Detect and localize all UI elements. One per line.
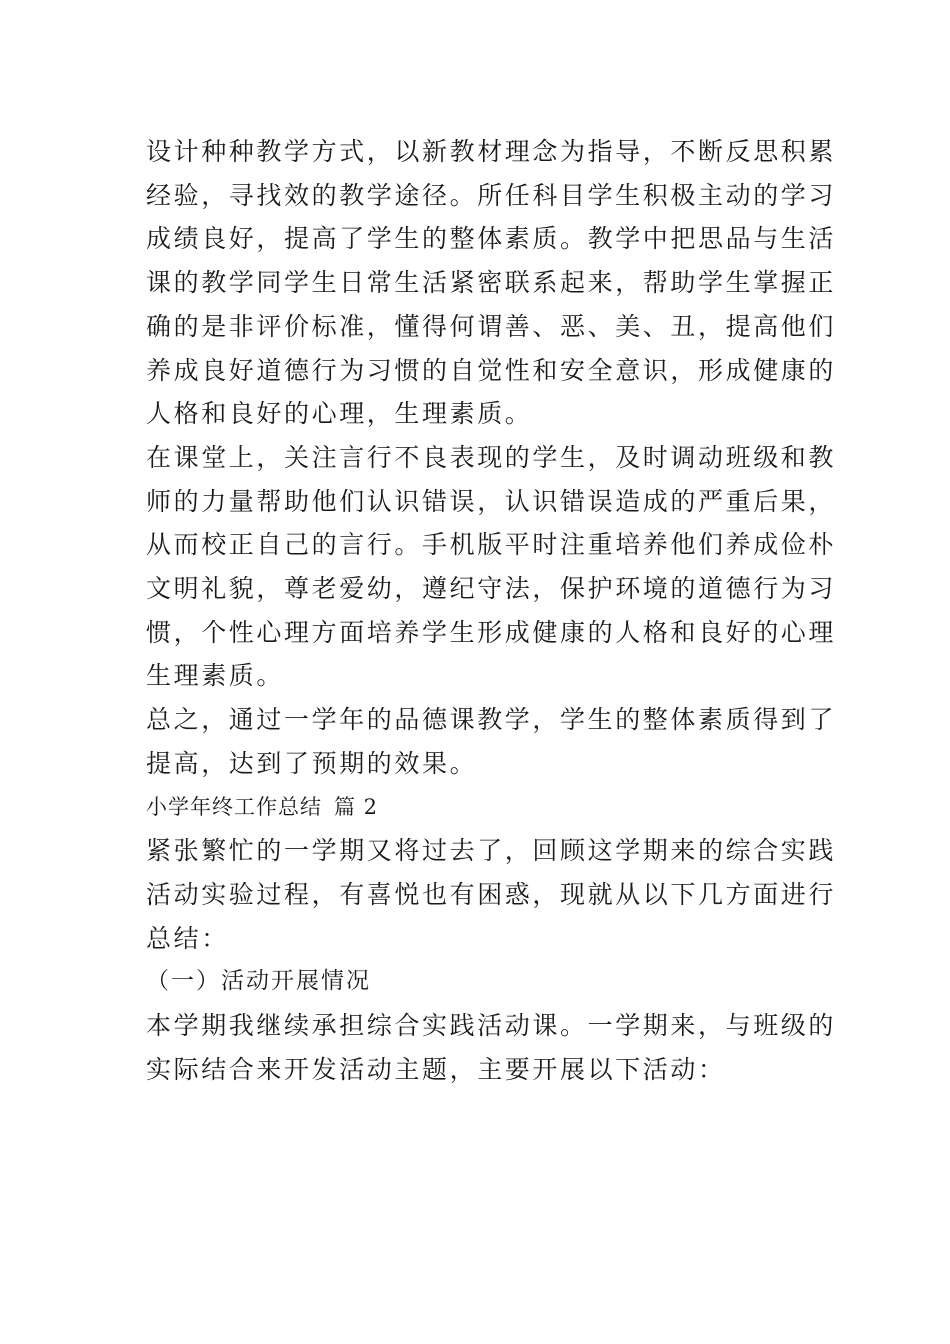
- document-body: [146, 130, 837, 1091]
- text-line: 人格和良好的心理，生理素质。: [146, 399, 533, 429]
- text-line: 经验，寻找效的教学途径。所任科目学生积极主动的学习: [146, 180, 837, 210]
- text-line: 师的力量帮助他们认识错误，认识错误造成的严重后果，: [146, 486, 837, 516]
- text-line: 设计种种教学方式，以新教材理念为指导，不断反思积累: [146, 137, 837, 166]
- text-line: 确的是非评价标准，懂得何谓善、恶、美、丑，提高他们: [146, 311, 837, 341]
- paragraph-classroom: [146, 436, 837, 698]
- text-line: 生理素质。: [146, 661, 285, 691]
- text-line: 成绩良好，提高了学生的整体素质。教学中把思品与生活: [146, 224, 837, 254]
- heading-part: 篇 2: [334, 794, 379, 819]
- subsection-heading: （一）活动开展情况: [146, 968, 371, 995]
- text-line: 从而校正自己的言行。手机版平时注重培养他们养成俭朴: [146, 530, 837, 560]
- paragraph-activities: [146, 1004, 837, 1091]
- text-line: 紧张繁忙的一学期又将过去了，回顾这学期来的综合实践: [146, 836, 837, 866]
- text-line: 在课堂上，关注言行不良表现的学生，及时调动班级和教: [146, 442, 837, 472]
- heading-title: 小学年终工作总结: [146, 794, 322, 819]
- paragraph-intro: [146, 829, 837, 960]
- text-line: 实际结合来开发活动主题，主要开展以下活动：: [146, 1054, 726, 1084]
- text-line: 文明礼貌，尊老爱幼，遵纪守法，保护环境的道德行为习: [146, 574, 837, 604]
- text-line: 提高，达到了预期的效果。: [146, 748, 478, 778]
- text-line: 课的教学同学生日常生活紧密联系起来，帮助学生掌握正: [146, 268, 837, 298]
- section-heading: [146, 786, 810, 830]
- text-line: 总结：: [146, 923, 229, 953]
- paragraph-teaching-methods: [146, 130, 837, 436]
- text-line: 总之，通过一学年的品德课教学，学生的整体素质得到了: [146, 705, 837, 735]
- text-line: 惯，个性心理方面培养学生形成健康的人格和良好的心理: [146, 617, 837, 647]
- text-line: 养成良好道德行为习惯的自觉性和安全意识，形成健康的: [146, 355, 837, 385]
- text-line: 活动实验过程，有喜悦也有困惑，现就从以下几方面进行: [146, 879, 837, 909]
- paragraph-summary: [146, 698, 837, 785]
- text-line: 本学期我继续承担综合实践活动课。一学期来，与班级的: [146, 1011, 837, 1041]
